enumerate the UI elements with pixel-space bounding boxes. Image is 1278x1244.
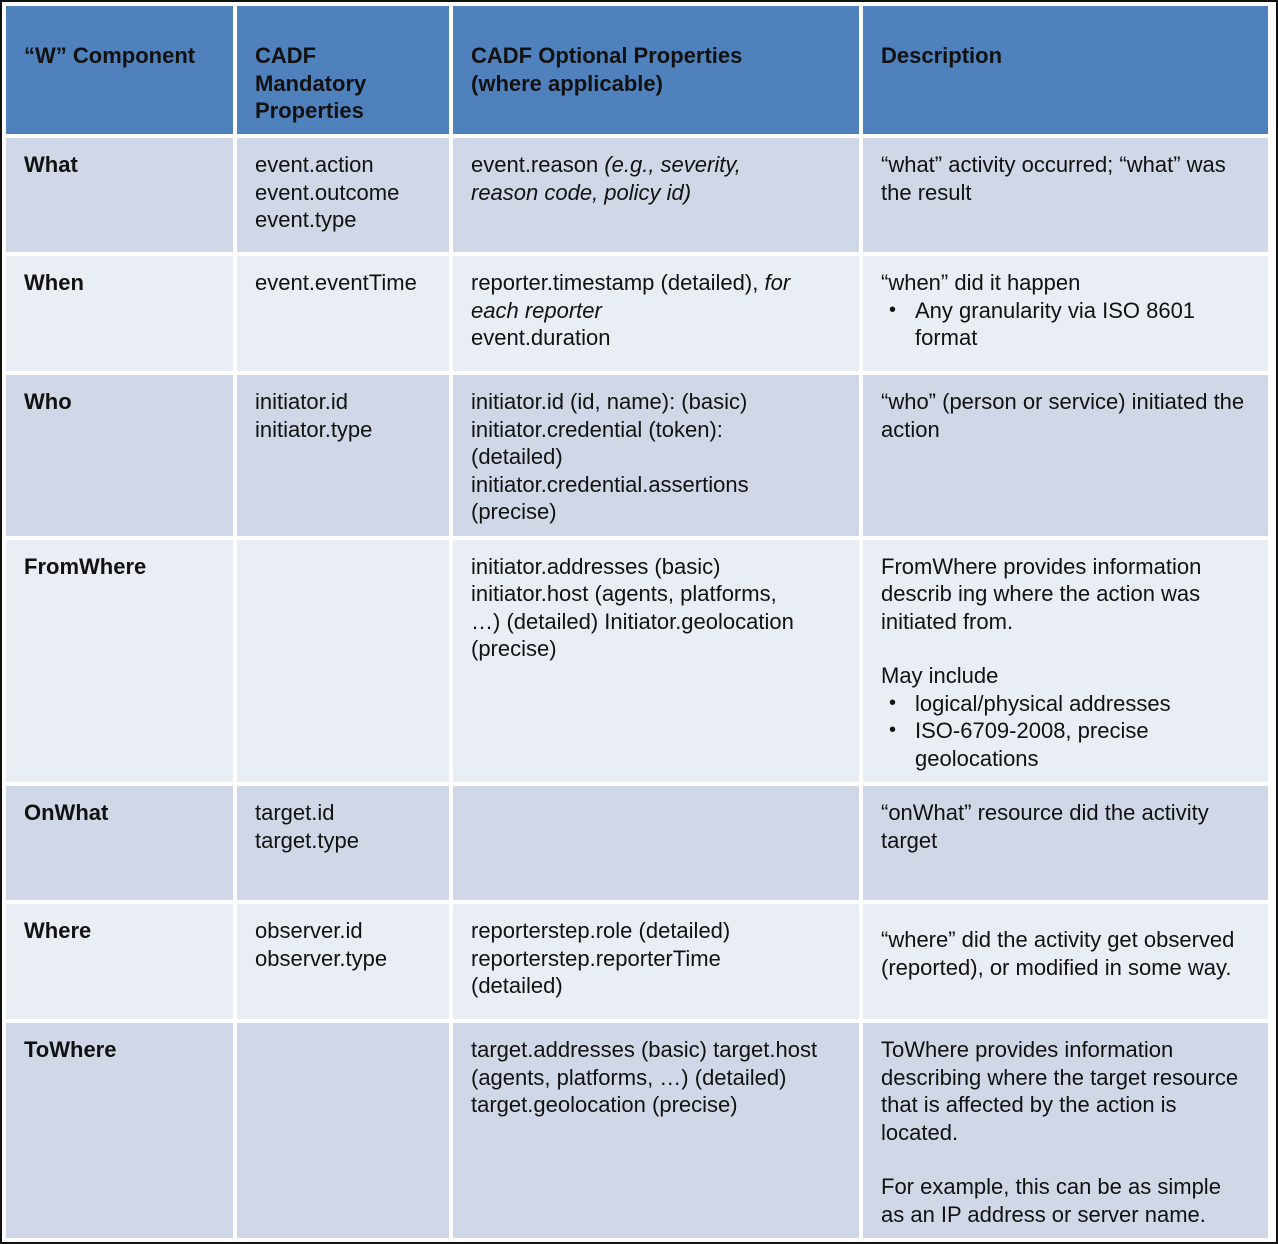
table-row: [6, 540, 1268, 783]
w-component-cell: What: [6, 138, 233, 252]
mandatory-cell: initiator.id initiator.type: [237, 375, 449, 536]
optional-cell: [453, 786, 859, 900]
optional-cell: target.addresses (basic) target.host (agents, platforms, …) (detailed) target.geolocation (precise): [453, 1023, 859, 1238]
header-w-component: “W” Component: [6, 6, 233, 134]
mandatory-cell: [237, 1023, 449, 1238]
bullet-list: [881, 690, 1238, 773]
optional-cell: initiator.id (id, name): (basic) initiator.credential (token): (detailed) initiator.credential.assertions (precise): [453, 375, 859, 536]
bullet-list: [881, 297, 1238, 352]
description-cell: FromWhere provides information describ ing where the action was initiated from. May include • logical/physical addresses • ISO-6709-2008, precise geolocations: [863, 540, 1268, 783]
w-component-cell: Where: [6, 904, 233, 1019]
header-mandatory: CADF Mandatory Properties: [237, 6, 449, 134]
description-cell: “onWhat” resource did the activity target: [863, 786, 1268, 900]
mandatory-cell: target.id target.type: [237, 786, 449, 900]
w-component-cell: FromWhere: [6, 540, 233, 783]
list-item: • Any granularity via ISO 8601 format: [881, 297, 1238, 352]
description-cell: “when” did it happen • Any granularity via ISO 8601 format: [863, 256, 1268, 371]
optional-cell: initiator.addresses (basic) initiator.host (agents, platforms, …) (detailed) Initiator.geolocation (precise): [453, 540, 859, 783]
mandatory-cell: observer.id observer.type: [237, 904, 449, 1019]
table-row: [6, 256, 1268, 371]
mandatory-cell: event.action event.outcome event.type: [237, 138, 449, 252]
optional-cell: reporterstep.role (detailed) reporterstep.reporterTime (detailed): [453, 904, 859, 1019]
table-row: [6, 786, 1268, 900]
table-row: [6, 1023, 1268, 1238]
cadf-w-components-table: [2, 2, 1272, 1242]
header-description: Description: [863, 6, 1268, 134]
description-cell: “where” did the activity get observed (reported), or modified in some way.: [863, 904, 1268, 1019]
header-row: [6, 6, 1268, 134]
description-cell: ToWhere provides information describing where the target resource that is affected by the action is located. For example, this can be as simple as an IP address or server name.: [863, 1023, 1268, 1238]
table-row: [6, 138, 1268, 252]
list-item: • logical/physical addresses: [881, 690, 1238, 718]
list-item: • ISO-6709-2008, precise geolocations: [881, 717, 1238, 772]
description-cell: “who” (person or service) initiated the action: [863, 375, 1268, 536]
mandatory-cell: [237, 540, 449, 783]
description-cell: “what” activity occurred; “what” was the result: [863, 138, 1268, 252]
header-optional: CADF Optional Properties (where applicable): [453, 6, 859, 134]
table-row: [6, 904, 1268, 1019]
table-row: [6, 375, 1268, 536]
optional-cell: event.reason (e.g., severity, reason code, policy id): [453, 138, 859, 252]
w-component-cell: Who: [6, 375, 233, 536]
mandatory-cell: event.eventTime: [237, 256, 449, 371]
w-component-cell: ToWhere: [6, 1023, 233, 1238]
optional-cell: reporter.timestamp (detailed), for each reporter event.duration: [453, 256, 859, 371]
w-component-cell: When: [6, 256, 233, 371]
w-component-cell: OnWhat: [6, 786, 233, 900]
